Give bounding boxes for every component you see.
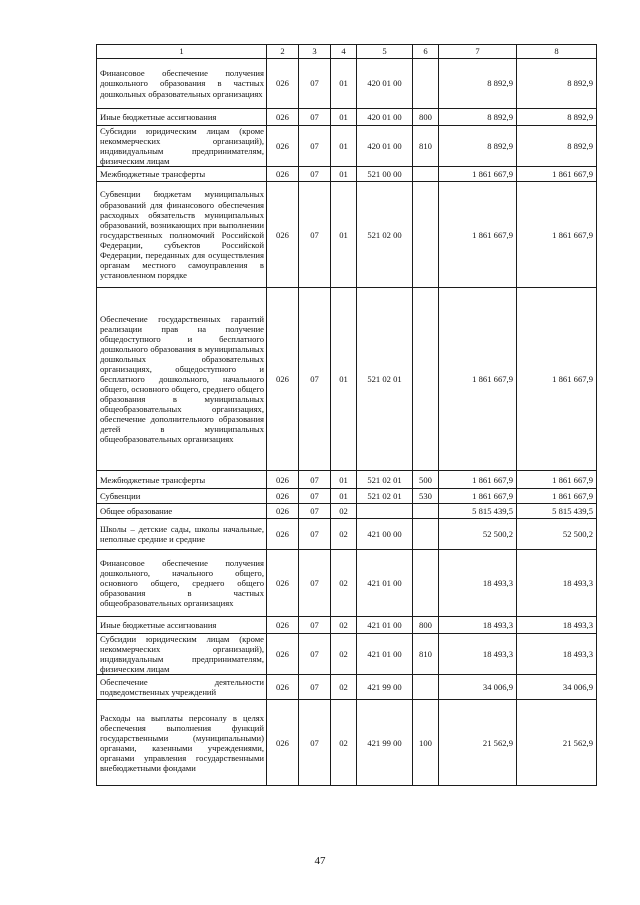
ministry-code: 026 xyxy=(267,504,299,519)
amount-year-1: 8 892,9 xyxy=(439,59,517,109)
amount-year-1: 52 500,2 xyxy=(439,519,517,550)
amount-year-1: 8 892,9 xyxy=(439,109,517,126)
column-header: 5 xyxy=(357,45,413,59)
target-article-code: 521 02 01 xyxy=(357,489,413,504)
section-code: 07 xyxy=(299,675,331,700)
section-code: 07 xyxy=(299,504,331,519)
row-label: Обеспечение государственных гарантий реализации прав на получение общедоступного и бесплатного дошкольного образования в муниципальных дошкольных образовательных организациях, общедоступного и бесплатного дошкольного, начального общего, основного общего, среднего общего образования в муниципальных общеобразовательных организациях, обеспечение дополнительного образования детей в муниципальных общеобразовательных организациях xyxy=(97,288,267,471)
amount-year-2: 1 861 667,9 xyxy=(517,182,597,288)
section-code: 07 xyxy=(299,126,331,167)
table-row xyxy=(97,288,597,471)
section-code: 07 xyxy=(299,471,331,489)
target-article-code: 521 02 01 xyxy=(357,288,413,471)
table-row xyxy=(97,126,597,167)
expense-type-code: 530 xyxy=(413,489,439,504)
amount-year-1: 34 006,9 xyxy=(439,675,517,700)
amount-year-1: 5 815 439,5 xyxy=(439,504,517,519)
section-code: 07 xyxy=(299,634,331,675)
table-row xyxy=(97,471,597,489)
table-row xyxy=(97,675,597,700)
amount-year-1: 1 861 667,9 xyxy=(439,288,517,471)
column-header: 2 xyxy=(267,45,299,59)
section-code: 07 xyxy=(299,167,331,182)
amount-year-2: 1 861 667,9 xyxy=(517,489,597,504)
subsection-code: 02 xyxy=(331,550,357,617)
expense-type-code: 800 xyxy=(413,109,439,126)
expense-type-code: 800 xyxy=(413,617,439,634)
budget-document-page xyxy=(96,44,596,786)
ministry-code: 026 xyxy=(267,489,299,504)
column-header: 7 xyxy=(439,45,517,59)
subsection-code: 01 xyxy=(331,489,357,504)
target-article-code: 421 00 00 xyxy=(357,519,413,550)
ministry-code: 026 xyxy=(267,519,299,550)
amount-year-2: 21 562,9 xyxy=(517,700,597,786)
amount-year-2: 34 006,9 xyxy=(517,675,597,700)
ministry-code: 026 xyxy=(267,126,299,167)
ministry-code: 026 xyxy=(267,617,299,634)
expense-type-code xyxy=(413,519,439,550)
amount-year-1: 8 892,9 xyxy=(439,126,517,167)
row-label: Межбюджетные трансферты xyxy=(97,167,267,182)
subsection-code: 01 xyxy=(331,109,357,126)
ministry-code: 026 xyxy=(267,471,299,489)
subsection-code: 01 xyxy=(331,167,357,182)
ministry-code: 026 xyxy=(267,167,299,182)
column-header: 1 xyxy=(97,45,267,59)
amount-year-2: 8 892,9 xyxy=(517,126,597,167)
ministry-code: 026 xyxy=(267,634,299,675)
expense-type-code: 810 xyxy=(413,126,439,167)
amount-year-2: 18 493,3 xyxy=(517,550,597,617)
row-label: Субвенции xyxy=(97,489,267,504)
amount-year-1: 1 861 667,9 xyxy=(439,471,517,489)
amount-year-1: 18 493,3 xyxy=(439,634,517,675)
amount-year-2: 52 500,2 xyxy=(517,519,597,550)
table-row xyxy=(97,167,597,182)
section-code: 07 xyxy=(299,617,331,634)
amount-year-1: 1 861 667,9 xyxy=(439,167,517,182)
section-code: 07 xyxy=(299,700,331,786)
row-label: Обеспечение деятельности подведомственных учреждений xyxy=(97,675,267,700)
row-label: Межбюджетные трансферты xyxy=(97,471,267,489)
expense-type-code: 500 xyxy=(413,471,439,489)
target-article-code: 420 01 00 xyxy=(357,109,413,126)
column-header: 6 xyxy=(413,45,439,59)
section-code: 07 xyxy=(299,550,331,617)
table-row xyxy=(97,182,597,288)
amount-year-2: 1 861 667,9 xyxy=(517,167,597,182)
subsection-code: 02 xyxy=(331,617,357,634)
ministry-code: 026 xyxy=(267,109,299,126)
ministry-code: 026 xyxy=(267,182,299,288)
section-code: 07 xyxy=(299,182,331,288)
target-article-code: 421 01 00 xyxy=(357,550,413,617)
target-article-code: 421 99 00 xyxy=(357,700,413,786)
section-code: 07 xyxy=(299,109,331,126)
ministry-code: 026 xyxy=(267,288,299,471)
subsection-code: 01 xyxy=(331,288,357,471)
table-row xyxy=(97,634,597,675)
subsection-code: 01 xyxy=(331,59,357,109)
amount-year-2: 1 861 667,9 xyxy=(517,288,597,471)
table-row xyxy=(97,700,597,786)
subsection-code: 01 xyxy=(331,126,357,167)
table-row xyxy=(97,519,597,550)
ministry-code: 026 xyxy=(267,550,299,617)
target-article-code: 420 01 00 xyxy=(357,59,413,109)
ministry-code: 026 xyxy=(267,700,299,786)
target-article-code: 521 02 00 xyxy=(357,182,413,288)
subsection-code: 02 xyxy=(331,504,357,519)
expense-type-code xyxy=(413,550,439,617)
row-label: Финансовое обеспечение получения дошкольного образования в частных дошкольных образовательных организациях xyxy=(97,59,267,109)
target-article-code: 420 01 00 xyxy=(357,126,413,167)
page-number: 47 xyxy=(314,855,326,867)
target-article-code: 421 01 00 xyxy=(357,634,413,675)
ministry-code: 026 xyxy=(267,59,299,109)
amount-year-2: 8 892,9 xyxy=(517,59,597,109)
subsection-code: 02 xyxy=(331,675,357,700)
row-label: Иные бюджетные ассигнования xyxy=(97,109,267,126)
row-label: Субсидии юридическим лицам (кроме некоммерческих организаций), индивидуальным предпринимателям, физическим лицам xyxy=(97,126,267,167)
column-header: 3 xyxy=(299,45,331,59)
section-code: 07 xyxy=(299,288,331,471)
row-label: Финансовое обеспечение получения дошкольного, начального общего, основного общего, среднего общего образования в частных общеобразовательных организациях xyxy=(97,550,267,617)
expense-type-code: 810 xyxy=(413,634,439,675)
amount-year-2: 8 892,9 xyxy=(517,109,597,126)
row-label: Субсидии юридическим лицам (кроме некоммерческих организаций), индивидуальным предпринимателям, физическим лицам xyxy=(97,634,267,675)
expense-type-code xyxy=(413,59,439,109)
target-article-code xyxy=(357,504,413,519)
section-code: 07 xyxy=(299,489,331,504)
subsection-code: 02 xyxy=(331,634,357,675)
table-row xyxy=(97,617,597,634)
budget-table xyxy=(96,44,597,786)
table-row xyxy=(97,109,597,126)
row-label: Иные бюджетные ассигнования xyxy=(97,617,267,634)
table-row xyxy=(97,504,597,519)
amount-year-1: 1 861 667,9 xyxy=(439,182,517,288)
row-label: Субвенции бюджетам муниципальных образований для финансового обеспечения расходных обязательств муниципальных образований, возникающих при выполнении государственных полномочий Российской Федерации, субъектов Российской Федерации, переданных для осуществления органам местного самоуправления в установленном порядке xyxy=(97,182,267,288)
amount-year-2: 18 493,3 xyxy=(517,617,597,634)
table-header-row xyxy=(97,45,597,59)
target-article-code: 421 01 00 xyxy=(357,617,413,634)
amount-year-1: 21 562,9 xyxy=(439,700,517,786)
column-header: 4 xyxy=(331,45,357,59)
table-row xyxy=(97,550,597,617)
ministry-code: 026 xyxy=(267,675,299,700)
section-code: 07 xyxy=(299,59,331,109)
amount-year-2: 5 815 439,5 xyxy=(517,504,597,519)
expense-type-code xyxy=(413,504,439,519)
expense-type-code xyxy=(413,167,439,182)
amount-year-2: 18 493,3 xyxy=(517,634,597,675)
expense-type-code xyxy=(413,288,439,471)
section-code: 07 xyxy=(299,519,331,550)
table-row xyxy=(97,59,597,109)
row-label: Школы – детские сады, школы начальные, неполные средние и средние xyxy=(97,519,267,550)
target-article-code: 521 00 00 xyxy=(357,167,413,182)
amount-year-1: 18 493,3 xyxy=(439,617,517,634)
target-article-code: 521 02 01 xyxy=(357,471,413,489)
row-label: Общее образование xyxy=(97,504,267,519)
expense-type-code: 100 xyxy=(413,700,439,786)
amount-year-1: 1 861 667,9 xyxy=(439,489,517,504)
row-label: Расходы на выплаты персоналу в целях обеспечения выполнения функций государственными (муниципальными) органами, казенными учреждениями, органами управления государственными внебюджетными фондами xyxy=(97,700,267,786)
subsection-code: 01 xyxy=(331,471,357,489)
expense-type-code xyxy=(413,675,439,700)
target-article-code: 421 99 00 xyxy=(357,675,413,700)
table-row xyxy=(97,489,597,504)
subsection-code: 02 xyxy=(331,519,357,550)
subsection-code: 01 xyxy=(331,182,357,288)
amount-year-2: 1 861 667,9 xyxy=(517,471,597,489)
subsection-code: 02 xyxy=(331,700,357,786)
amount-year-1: 18 493,3 xyxy=(439,550,517,617)
expense-type-code xyxy=(413,182,439,288)
column-header: 8 xyxy=(517,45,597,59)
